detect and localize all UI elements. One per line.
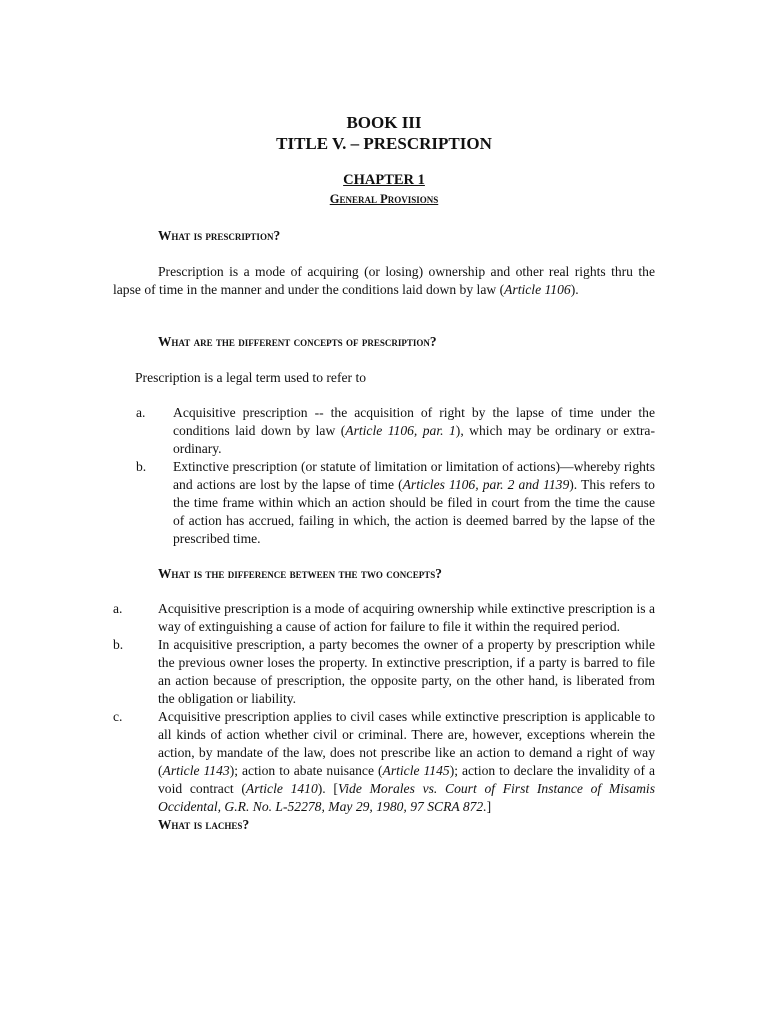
concepts-list xyxy=(113,404,655,548)
chapter-subtitle: General Provisions xyxy=(329,192,439,206)
list-text: Acquisitive prescription -- the acquisition of right by the lapse of time under the conditions laid down by law (Article 1106, par. 1), which may be ordinary or extra-ordinary. xyxy=(173,405,655,456)
list-label: a. xyxy=(113,601,123,616)
citation: Articles 1106, par. 2 and 1139 xyxy=(402,477,570,492)
list-text: In acquisitive prescription, a party becomes the owner of a property by prescription while the previous owner loses the property. In extinctive prescription, if a party is barred to file an action because of prescription, the opposite party, on the other hand, is liberated from the obligation or liability. xyxy=(158,637,655,706)
citation: Vide Morales vs. Court of First Instance of Misamis Occidental, G.R. No. L-52278, May 29, 1980, 97 SCRA 872. xyxy=(158,781,655,814)
list-text: Acquisitive prescription applies to civil cases while extinctive prescription is applicable to all kinds of action whether civil or criminal. There are, however, exceptions wherein the action, by mandate of the law, does not prescribe like an action to demand a right of way (Article 1143); action to abate nuisance (Article 1145); action to declare the invalidity of a void contract (Article 1410). [Vide Morales vs. Court of First Instance of Misamis Occidental, G.R. No. L-52278, May 29, 1980, 97 SCRA 872.] xyxy=(158,709,656,814)
list-text: Acquisitive prescription is a mode of acquiring ownership while extinctive prescription is a way of extinguishing a cause of action for failure to file it within the required period. xyxy=(158,601,655,634)
citation: Article 1145 xyxy=(382,763,450,778)
list-label: a. xyxy=(136,405,146,420)
book-heading: BOOK III xyxy=(346,113,422,132)
list-label: b. xyxy=(113,637,124,652)
list-item xyxy=(113,458,655,548)
concepts-intro: Prescription is a legal term used to refer to xyxy=(135,370,367,385)
list-item xyxy=(113,600,655,636)
citation: Article 1410 xyxy=(245,781,318,796)
question-heading-laches: What is laches? xyxy=(158,817,250,832)
citation: Article 1106 xyxy=(504,282,571,297)
list-item xyxy=(113,708,655,816)
list-item xyxy=(113,636,655,708)
question-heading-prescription: What is prescription? xyxy=(158,228,281,243)
question-heading-difference: What is the difference between the two concepts? xyxy=(158,566,442,581)
title-heading: TITLE V. – PRESCRIPTION xyxy=(276,134,492,153)
list-label: b. xyxy=(136,459,147,474)
list-item xyxy=(113,404,655,458)
citation: Article 1106, par. 1 xyxy=(345,423,456,438)
question-heading-concepts: What are the different concepts of prescription? xyxy=(158,334,437,349)
prescription-definition: Prescription is a mode of acquiring (or losing) ownership and other real rights thru the lapse of time in the manner and under the conditions laid down by law (Article 1106). xyxy=(113,264,655,297)
list-label: c. xyxy=(113,709,123,724)
citation: Article 1143 xyxy=(162,763,230,778)
list-text: Extinctive prescription (or statute of limitation or limitation of actions)—whereby rights and actions are lost by the lapse of time (Articles 1106, par. 2 and 1139). This refers to the time frame within which an action should be filed in court from the time the cause of action has accrued, failing in which, the action is deemed barred by the lapse of the prescribed time. xyxy=(173,459,655,546)
chapter-heading: CHAPTER 1 xyxy=(343,172,425,188)
difference-list xyxy=(113,600,655,834)
